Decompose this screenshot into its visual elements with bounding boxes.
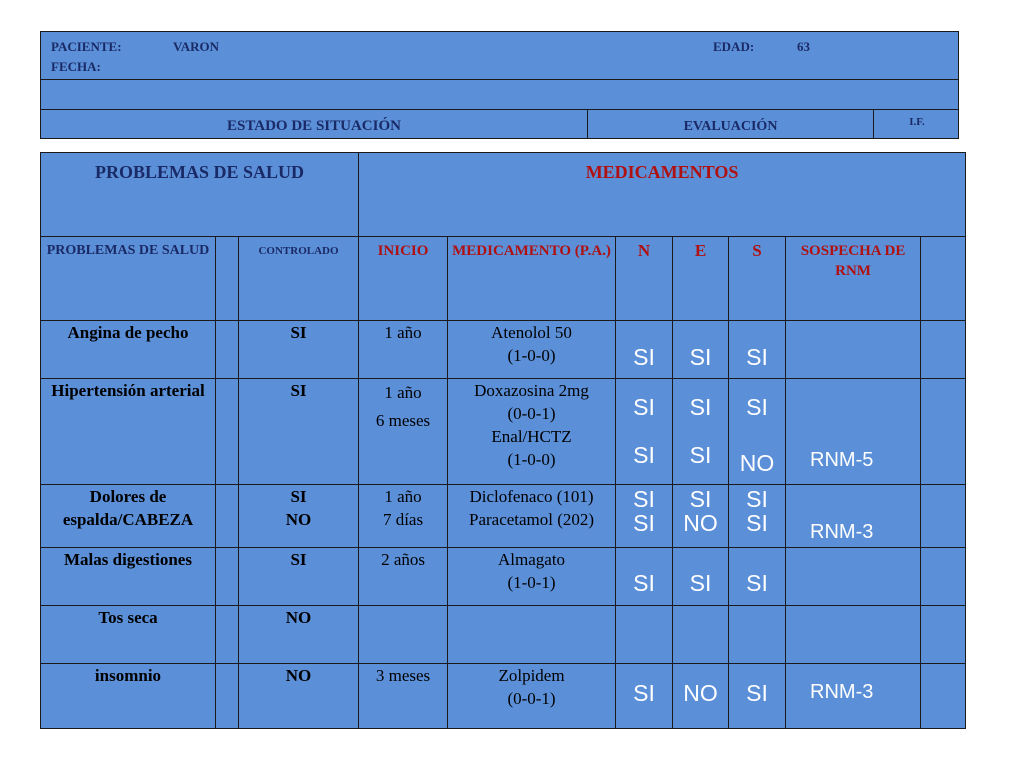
problema-cell xyxy=(41,664,216,729)
inicio-value: 2 años xyxy=(381,550,425,569)
problema-cell xyxy=(41,321,216,379)
medicamento-cell xyxy=(448,485,616,548)
problema-label: Malas digestiones xyxy=(64,550,192,569)
patient-info-row xyxy=(41,32,958,80)
eval-s-cell xyxy=(729,485,786,548)
eval-e-cell xyxy=(673,321,729,379)
eval-n-value: SI xyxy=(633,442,655,468)
health-problems-table xyxy=(40,152,966,729)
eval-s-cell xyxy=(729,664,786,729)
eval-s-cell xyxy=(729,548,786,606)
medicamento-cell xyxy=(448,548,616,606)
table-row xyxy=(41,606,966,664)
controlado-value: NO xyxy=(285,666,312,685)
spacer-cell xyxy=(216,664,239,729)
spacer-cell xyxy=(216,485,239,548)
medicamento-cell xyxy=(448,606,616,664)
controlado-cell xyxy=(239,485,359,548)
if-cell xyxy=(921,321,966,379)
eval-s-cell xyxy=(729,606,786,664)
table-row xyxy=(41,321,966,379)
controlado-cell xyxy=(239,606,359,664)
eval-s-value: SI xyxy=(746,510,768,536)
eval-n-value: SI xyxy=(633,394,655,420)
medicamento-line: Atenolol 50 xyxy=(491,323,572,342)
inicio-cell xyxy=(359,548,448,606)
controlado-cell xyxy=(239,379,359,485)
problema-label: Tos seca xyxy=(98,608,158,627)
col-header-n: N xyxy=(616,237,673,321)
problema-cell xyxy=(41,548,216,606)
medicamento-cell xyxy=(448,321,616,379)
problema-cell xyxy=(41,485,216,548)
inicio-value: 6 meses xyxy=(375,411,431,430)
medicamento-line: Paracetamol (202) xyxy=(468,510,595,529)
medicamento-line: Diclofenaco (101) xyxy=(469,487,594,506)
col-header-if xyxy=(921,237,966,321)
problema-cell xyxy=(41,606,216,664)
eval-n-cell xyxy=(616,485,673,548)
eval-n-cell xyxy=(616,321,673,379)
controlado-value: NO xyxy=(285,608,312,627)
medicamento-line: Doxazosina 2mg xyxy=(474,381,589,400)
problema-label: Angina de pecho xyxy=(67,323,189,342)
if-cell xyxy=(921,379,966,485)
col-header-spacer xyxy=(216,237,239,321)
edad-value: 63 xyxy=(797,39,810,54)
inicio-cell xyxy=(359,321,448,379)
medicamento-line: Almagato xyxy=(498,550,566,569)
edad-label: EDAD: xyxy=(713,39,755,54)
eval-s-value: SI xyxy=(746,570,768,596)
if-cell xyxy=(921,485,966,548)
sospecha-rnm-cell xyxy=(786,379,921,485)
controlado-value: SI xyxy=(290,323,307,342)
if-cell xyxy=(921,664,966,729)
if-cell xyxy=(921,548,966,606)
medicamento-line: (0-0-1) xyxy=(507,689,556,708)
section-titles-row xyxy=(41,110,958,139)
table-title-row xyxy=(41,153,966,237)
inicio-cell xyxy=(359,664,448,729)
estado-situacion-label: ESTADO DE SITUACIÓN xyxy=(41,110,588,139)
spacer-cell xyxy=(216,548,239,606)
table-row xyxy=(41,664,966,729)
eval-s-value: SI xyxy=(746,394,768,420)
eval-n-cell xyxy=(616,548,673,606)
sospecha-rnm-cell xyxy=(786,548,921,606)
controlado-value: SI xyxy=(290,381,307,400)
eval-n-value: SI xyxy=(633,344,655,370)
problema-label: Dolores de espalda/CABEZA xyxy=(62,487,194,529)
inicio-cell xyxy=(359,379,448,485)
inicio-value: 1 año xyxy=(384,383,422,402)
rnm-value: RNM-5 xyxy=(810,449,874,471)
if-label: I.F. xyxy=(909,116,925,128)
medicamento-cell xyxy=(448,379,616,485)
table-row xyxy=(41,485,966,548)
col-header-s: S xyxy=(729,237,786,321)
eval-e-cell xyxy=(673,548,729,606)
spacer-cell xyxy=(216,321,239,379)
problemas-salud-title: PROBLEMAS DE SALUD xyxy=(41,153,359,237)
eval-n-value: SI xyxy=(633,510,655,536)
medicamento-line: (1-0-0) xyxy=(507,450,556,469)
eval-n-cell xyxy=(616,379,673,485)
col-header-medicamento: MEDICAMENTO (P.A.) xyxy=(448,237,616,321)
sospecha-rnm-cell xyxy=(786,321,921,379)
medicamento-line: Enal/HCTZ xyxy=(491,427,572,446)
eval-e-value: SI xyxy=(689,344,712,370)
spacer-cell xyxy=(216,606,239,664)
evaluacion-label: EVALUACIÓN xyxy=(588,110,874,139)
eval-n-value: SI xyxy=(633,570,655,596)
eval-n-value: SI xyxy=(633,680,655,706)
rnm-value: RNM-3 xyxy=(810,681,874,703)
medicamento-line: (0-0-1) xyxy=(507,404,556,423)
eval-e-cell xyxy=(673,606,729,664)
inicio-value: 3 meses xyxy=(375,666,431,685)
controlado-value: SI xyxy=(290,550,307,569)
column-header-row xyxy=(41,237,966,321)
eval-e-cell xyxy=(673,379,729,485)
controlado-cell xyxy=(239,664,359,729)
medicamento-line: (1-0-0) xyxy=(507,346,556,365)
controlado-value: NO xyxy=(285,510,312,529)
col-header-problemas: PROBLEMAS DE SALUD xyxy=(41,237,216,321)
inicio-value: 7 días xyxy=(382,510,424,529)
eval-e-value: SI xyxy=(689,570,712,596)
medicamento-cell xyxy=(448,664,616,729)
problema-cell xyxy=(41,379,216,485)
inicio-value: 1 año xyxy=(384,323,422,342)
table-row xyxy=(41,379,966,485)
col-header-e: E xyxy=(673,237,729,321)
medicamento-line: (1-0-1) xyxy=(507,573,556,592)
eval-s-cell xyxy=(729,379,786,485)
sospecha-rnm-cell xyxy=(786,606,921,664)
medicamentos-title: MEDICAMENTOS xyxy=(359,153,966,237)
medicamento-line: Zolpidem xyxy=(498,666,565,685)
eval-e-value: SI xyxy=(689,442,712,468)
col-header-controlado: CONTROLADO xyxy=(239,237,359,321)
spacer-cell xyxy=(216,379,239,485)
fecha-label: FECHA: xyxy=(51,59,101,74)
inicio-cell xyxy=(359,606,448,664)
eval-s-value: SI xyxy=(746,680,768,706)
inicio-value: 1 año xyxy=(384,487,422,506)
patient-header xyxy=(40,31,959,139)
eval-s-value: SI xyxy=(746,486,768,512)
sospecha-rnm-cell xyxy=(786,664,921,729)
eval-e-cell xyxy=(673,664,729,729)
eval-n-cell xyxy=(616,664,673,729)
problema-label: insomnio xyxy=(94,666,162,685)
paciente-label: PACIENTE: xyxy=(51,39,122,54)
col-header-sospecha-rnm: SOSPECHA DE RNM xyxy=(786,237,921,321)
controlado-value: SI xyxy=(290,487,307,506)
problema-label: Hipertensión arterial xyxy=(51,381,205,400)
rnm-value: RNM-3 xyxy=(810,521,874,543)
if-cell xyxy=(921,606,966,664)
inicio-cell xyxy=(359,485,448,548)
eval-n-value: SI xyxy=(633,486,655,512)
controlado-cell xyxy=(239,321,359,379)
eval-n-cell xyxy=(616,606,673,664)
eval-e-value: SI xyxy=(689,394,712,420)
eval-e-value: NO xyxy=(683,510,718,536)
eval-e-value: SI xyxy=(689,486,712,512)
eval-s-cell xyxy=(729,321,786,379)
blank-row xyxy=(41,80,958,110)
eval-e-value: NO xyxy=(683,680,718,706)
paciente-value: VARON xyxy=(173,39,219,54)
eval-s-value: SI xyxy=(746,344,768,370)
sospecha-rnm-cell xyxy=(786,485,921,548)
col-header-inicio: INICIO xyxy=(359,237,448,321)
eval-e-cell xyxy=(673,485,729,548)
table-row xyxy=(41,548,966,606)
controlado-cell xyxy=(239,548,359,606)
eval-s-value: NO xyxy=(739,450,775,476)
